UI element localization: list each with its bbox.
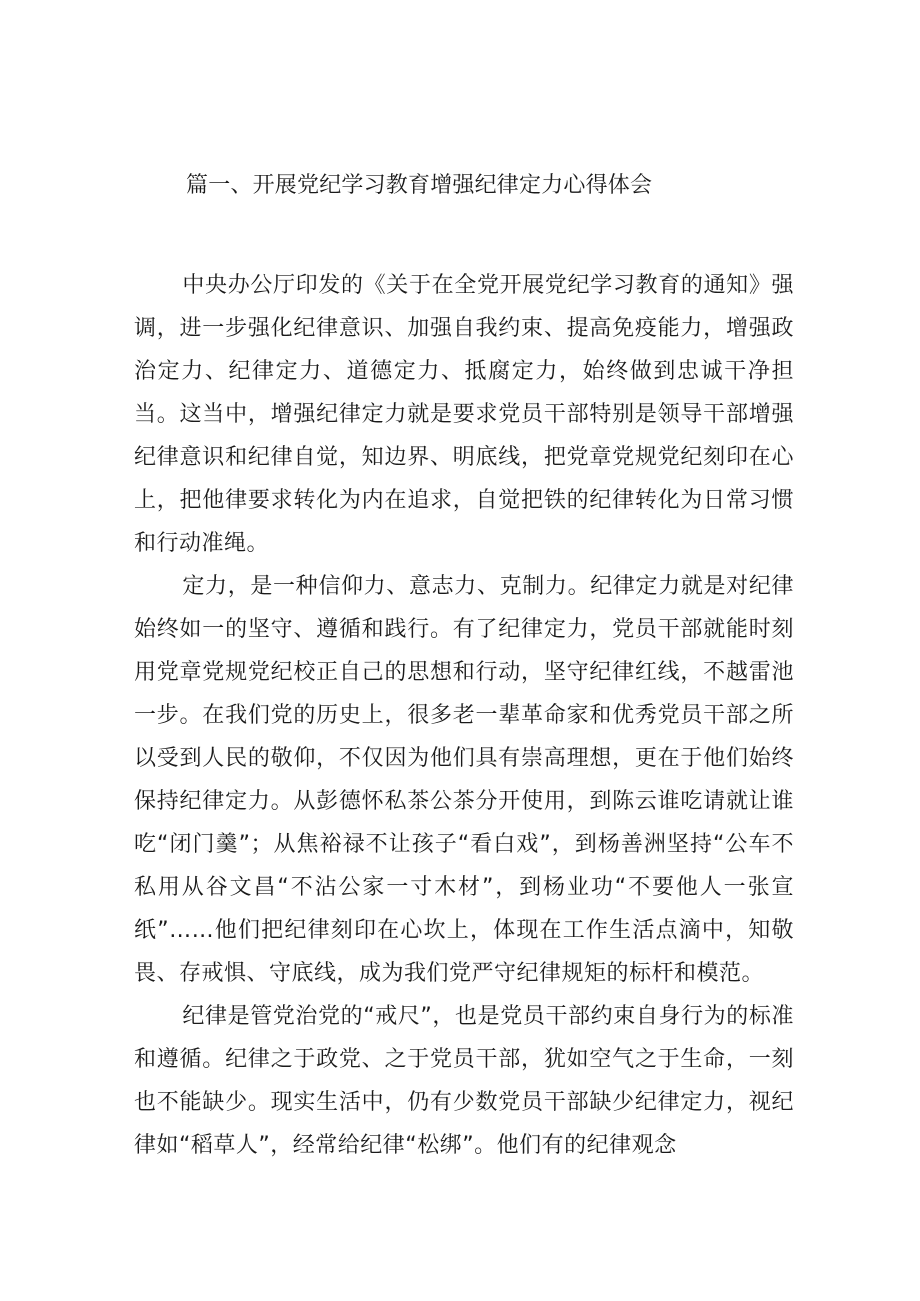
paragraph-1: 中央办公厅印发的《关于在全党开展党纪学习教育的通知》强调，进一步强化纪律意识、加强自我约束、提高免疫能力，增强政治定力、纪律定力、道德定力、抵腐定力，始终做到忠诚干净担当。这当中，增强纪律定力就是要求党员干部特别是领导干部增强纪律意识和纪律自觉，知边界、明底线，把党章党规党纪刻印在心上，把他律要求转化为内在追求，自觉把铁的纪律转化为日常习惯和行动准绳。 <box>134 273 794 556</box>
paragraph-2: 定力，是一种信仰力、意志力、克制力。纪律定力就是对纪律始终如一的坚守、遵循和践行。有了纪律定力，党员干部就能时刻用党章党规党纪校正自己的思想和行动，坚守纪律红线，不越雷池一步。在我们党的历史上，很多老一辈革命家和优秀党员干部之所以受到人民的敬仰，不仅因为他们具有崇高理想，更在于他们始终保持纪律定力。从彭德怀私茶公茶分开使用，到陈云谁吃请就让谁吃“闭门羹”；从焦裕禄不让孩子“看白戏”，到杨善洲坚持“公车不私用从谷文昌“不沾公家一寸木材”，到杨业功“不要他人一张宣纸”……他们把纪律刻印在心坎上，体现在工作生活点滴中，知敬畏、存戒惧、守底线，成为我们党严守纪律规矩的标杆和模范。 <box>134 574 794 986</box>
document-title: 篇一、开展党纪学习教育增强纪律定力心得体会 <box>186 173 653 198</box>
paragraph-3: 纪律是管党治党的“戒尺”，也是党员干部约束自身行为的标准和遵循。纪律之于政党、之于党员干部，犹如空气之于生命，一刻也不能缺少。现实生活中，仍有少数党员干部缺少纪律定力，视纪律如“稻草人”，经常给纪律“松绑”。他们有的纪律观念 <box>134 1004 794 1158</box>
document-body <box>134 264 794 1167</box>
